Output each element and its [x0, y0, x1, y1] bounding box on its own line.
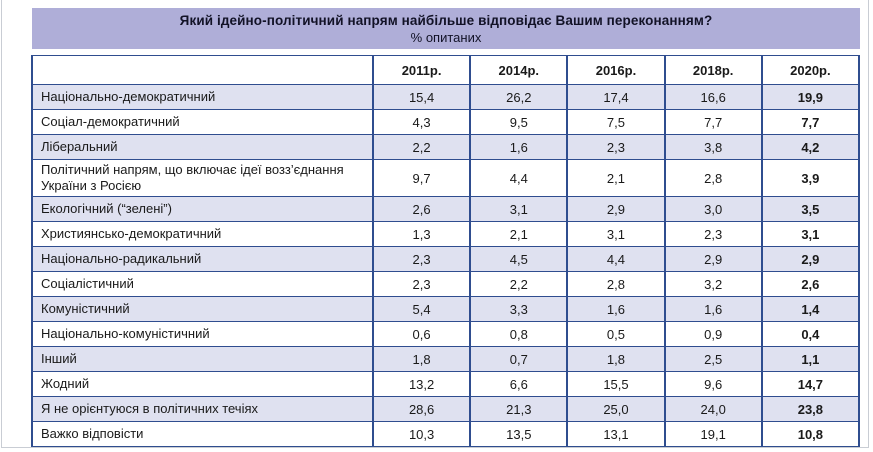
value-cell: 19,1: [665, 422, 762, 447]
row-label: Екологічний (“зелені”): [32, 197, 373, 222]
value-cell: 2,8: [567, 272, 664, 297]
year-column-header: 2014р.: [470, 56, 567, 85]
row-label: Соціал-демократичний: [32, 110, 373, 135]
value-cell: 5,4: [373, 297, 470, 322]
value-cell: 2,3: [373, 272, 470, 297]
value-cell: 2,9: [567, 197, 664, 222]
value-cell: 25,0: [567, 397, 664, 422]
year-column-header: 2016р.: [567, 56, 664, 85]
value-cell: 0,8: [470, 322, 567, 347]
value-cell: 13,2: [373, 372, 470, 397]
value-cell: 9,6: [665, 372, 762, 397]
value-cell: 15,4: [373, 85, 470, 110]
value-cell: 2,9: [762, 247, 859, 272]
title-banner: [32, 8, 860, 49]
value-cell: 1,8: [373, 347, 470, 372]
value-cell: 2,8: [665, 160, 762, 197]
corner-cell: [32, 56, 373, 85]
survey-question-title: Який ідейно-політичний напрям найбільше відповідає Вашим переконанням?: [179, 12, 713, 28]
year-column-header: 2018р.: [665, 56, 762, 85]
table-row: [32, 322, 859, 347]
value-cell: 3,3: [470, 297, 567, 322]
row-label: Національно-радикальний: [32, 247, 373, 272]
value-cell: 23,8: [762, 397, 859, 422]
table-row: [32, 247, 859, 272]
table-row: [32, 110, 859, 135]
table-row: [32, 422, 859, 447]
value-cell: 0,5: [567, 322, 664, 347]
value-cell: 7,7: [762, 110, 859, 135]
value-cell: 0,6: [373, 322, 470, 347]
value-cell: 3,1: [470, 197, 567, 222]
value-cell: 2,3: [373, 247, 470, 272]
value-cell: 4,3: [373, 110, 470, 135]
value-cell: 6,6: [470, 372, 567, 397]
value-cell: 15,5: [567, 372, 664, 397]
value-cell: 2,6: [762, 272, 859, 297]
value-cell: 2,5: [665, 347, 762, 372]
value-cell: 24,0: [665, 397, 762, 422]
value-cell: 13,1: [567, 422, 664, 447]
value-cell: 1,1: [762, 347, 859, 372]
table-row: [32, 135, 859, 160]
value-cell: 1,4: [762, 297, 859, 322]
value-cell: 3,2: [665, 272, 762, 297]
row-label: Ліберальний: [32, 135, 373, 160]
row-label: Національно-демократичний: [32, 85, 373, 110]
value-cell: 0,9: [665, 322, 762, 347]
value-cell: 0,4: [762, 322, 859, 347]
value-cell: 3,1: [567, 222, 664, 247]
value-cell: 7,5: [567, 110, 664, 135]
value-cell: 3,0: [665, 197, 762, 222]
row-label: Важко відповісти: [32, 422, 373, 447]
row-label: Політичний напрям, що включає ідеї возз’єднання України з Росією: [32, 160, 373, 197]
value-cell: 3,8: [665, 135, 762, 160]
value-cell: 19,9: [762, 85, 859, 110]
value-cell: 21,3: [470, 397, 567, 422]
value-cell: 2,6: [373, 197, 470, 222]
table-row: [32, 397, 859, 422]
table-row: [32, 272, 859, 297]
value-cell: 17,4: [567, 85, 664, 110]
value-cell: 4,5: [470, 247, 567, 272]
table-row: [32, 197, 859, 222]
value-cell: 10,8: [762, 422, 859, 447]
subtitle-percent-respondents: % опитаних: [410, 29, 482, 45]
value-cell: 2,1: [470, 222, 567, 247]
year-column-header: 2020р.: [762, 56, 859, 85]
value-cell: 10,3: [373, 422, 470, 447]
value-cell: 0,7: [470, 347, 567, 372]
value-cell: 2,3: [567, 135, 664, 160]
row-label: Жодний: [32, 372, 373, 397]
row-label: Інший: [32, 347, 373, 372]
table-row: [32, 347, 859, 372]
table-body: [32, 85, 859, 447]
value-cell: 4,2: [762, 135, 859, 160]
table-row: [32, 85, 859, 110]
value-cell: 2,2: [373, 135, 470, 160]
value-cell: 2,3: [665, 222, 762, 247]
value-cell: 3,9: [762, 160, 859, 197]
header-row: [32, 56, 859, 85]
value-cell: 28,6: [373, 397, 470, 422]
value-cell: 9,7: [373, 160, 470, 197]
value-cell: 16,6: [665, 85, 762, 110]
row-label: Соціалістичний: [32, 272, 373, 297]
value-cell: 1,6: [470, 135, 567, 160]
value-cell: 14,7: [762, 372, 859, 397]
year-column-header: 2011р.: [373, 56, 470, 85]
value-cell: 1,6: [665, 297, 762, 322]
value-cell: 2,1: [567, 160, 664, 197]
table-row: [32, 297, 859, 322]
value-cell: 2,2: [470, 272, 567, 297]
value-cell: 7,7: [665, 110, 762, 135]
value-cell: 13,5: [470, 422, 567, 447]
value-cell: 26,2: [470, 85, 567, 110]
row-label: Комуністичний: [32, 297, 373, 322]
value-cell: 3,5: [762, 197, 859, 222]
value-cell: 9,5: [470, 110, 567, 135]
table-row: [32, 222, 859, 247]
value-cell: 3,1: [762, 222, 859, 247]
row-label: Християнсько-демократичний: [32, 222, 373, 247]
value-cell: 1,3: [373, 222, 470, 247]
value-cell: 1,6: [567, 297, 664, 322]
row-label: Я не орієнтуюся в політичних течіях: [32, 397, 373, 422]
survey-results-table: [31, 55, 860, 447]
table-row: [32, 160, 859, 197]
value-cell: 4,4: [567, 247, 664, 272]
value-cell: 2,9: [665, 247, 762, 272]
row-label: Національно-комуністичний: [32, 322, 373, 347]
table-row: [32, 372, 859, 397]
value-cell: 4,4: [470, 160, 567, 197]
value-cell: 1,8: [567, 347, 664, 372]
